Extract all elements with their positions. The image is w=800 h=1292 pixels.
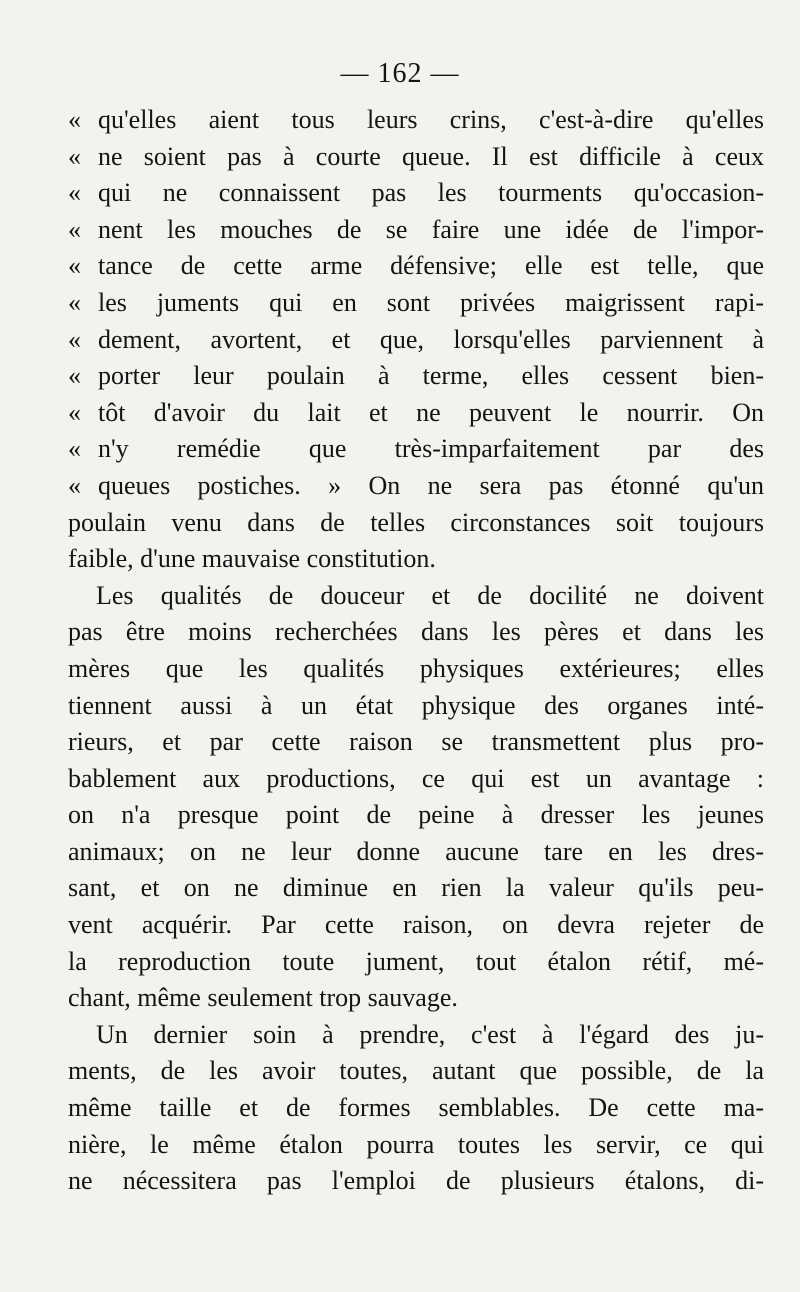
text-line: nière, le même étalon pourra toutes les servir, ce qui — [68, 1129, 764, 1159]
paragraph-1 — [68, 102, 764, 578]
quote-line-text: nent les mouches de se faire une idée de l'impor- — [98, 214, 764, 244]
quote-line-text: ne soient pas à courte queue. Il est difficile à ceux — [98, 141, 764, 171]
text-line: poulain venu dans de telles circonstances soit toujours — [68, 507, 764, 537]
quote-mark: « — [68, 397, 81, 427]
text-line — [68, 431, 764, 468]
quote-line-text: qu'elles aient tous leurs crins, c'est-à-dire qu'elles — [98, 105, 764, 134]
quote-mark: « — [68, 178, 81, 208]
text-line: vent acquérir. Par cette raison, on devra rejeter de — [68, 910, 764, 940]
paragraph-3 — [68, 1017, 764, 1200]
text-line: la reproduction toute jument, tout étalon rétif, mé- — [68, 946, 764, 976]
text-line — [68, 468, 764, 505]
quote-mark: « — [68, 141, 81, 171]
text-line — [68, 285, 764, 322]
text-line — [68, 358, 764, 395]
page-body — [68, 102, 764, 1200]
quote-line-text: dement, avortent, et que, lorsqu'elles parviennent à — [98, 324, 764, 354]
quote-mark: « — [68, 287, 81, 317]
text-line — [68, 248, 764, 285]
text-line: Un dernier soin à prendre, c'est à l'égard des ju- — [96, 1019, 764, 1049]
text-line: sant, et on ne diminue en rien la valeur qu'ils peu- — [68, 873, 764, 903]
quote-line-text: porter leur poulain à terme, elles cessent bien- — [98, 361, 764, 391]
quote-line-text: queues postiches. » On ne sera pas étonné qu'un — [98, 470, 764, 500]
text-line: tiennent aussi à un état physique des organes inté- — [68, 690, 764, 720]
text-line: faible, d'une mauvaise constitution. — [68, 544, 436, 574]
quote-line-text: qui ne connaissent pas les tourments qu'occasion- — [98, 178, 764, 208]
text-line — [68, 102, 764, 139]
paragraph-2 — [68, 578, 764, 1017]
quote-line-text: tance de cette arme défensive; elle est telle, que — [98, 251, 764, 281]
text-line: mères que les qualités physiques extérieures; elles — [68, 653, 764, 683]
text-line — [68, 322, 764, 359]
text-line: pas être moins recherchées dans les pères et dans les — [68, 617, 764, 647]
text-line: ne nécessitera pas l'emploi de plusieurs étalons, di- — [68, 1166, 764, 1196]
text-line: ments, de les avoir toutes, autant que possible, de la — [68, 1056, 764, 1086]
text-line: Les qualités de douceur et de docilité ne doivent — [96, 580, 764, 610]
text-line — [68, 395, 764, 432]
quote-line-text: n'y remédie que très-imparfaitement par des — [98, 434, 764, 464]
text-line: animaux; on ne leur donne aucune tare en les dres- — [68, 836, 764, 866]
text-line: bablement aux productions, ce qui est un avantage : — [68, 763, 764, 793]
quote-line-text: les juments qui en sont privées maigrissent rapi- — [98, 287, 764, 317]
quote-mark: « — [68, 105, 81, 134]
page-number: — 162 — — [340, 58, 460, 89]
text-line — [68, 175, 764, 212]
quote-mark: « — [68, 214, 81, 244]
text-line: chant, même seulement trop sauvage. — [68, 983, 458, 1013]
text-line: même taille et de formes semblables. De cette ma- — [68, 1093, 764, 1123]
quote-line-text: tôt d'avoir du lait et ne peuvent le nourrir. On — [98, 397, 764, 427]
quote-mark: « — [68, 251, 81, 281]
quote-mark: « — [68, 434, 81, 464]
quote-mark: « — [68, 324, 81, 354]
text-line — [68, 139, 764, 176]
text-line — [68, 212, 764, 249]
quote-mark: « — [68, 470, 81, 500]
quote-mark: « — [68, 361, 81, 391]
text-line: rieurs, et par cette raison se transmettent plus pro- — [68, 727, 764, 757]
text-line: on n'a presque point de peine à dresser les jeunes — [68, 800, 764, 830]
